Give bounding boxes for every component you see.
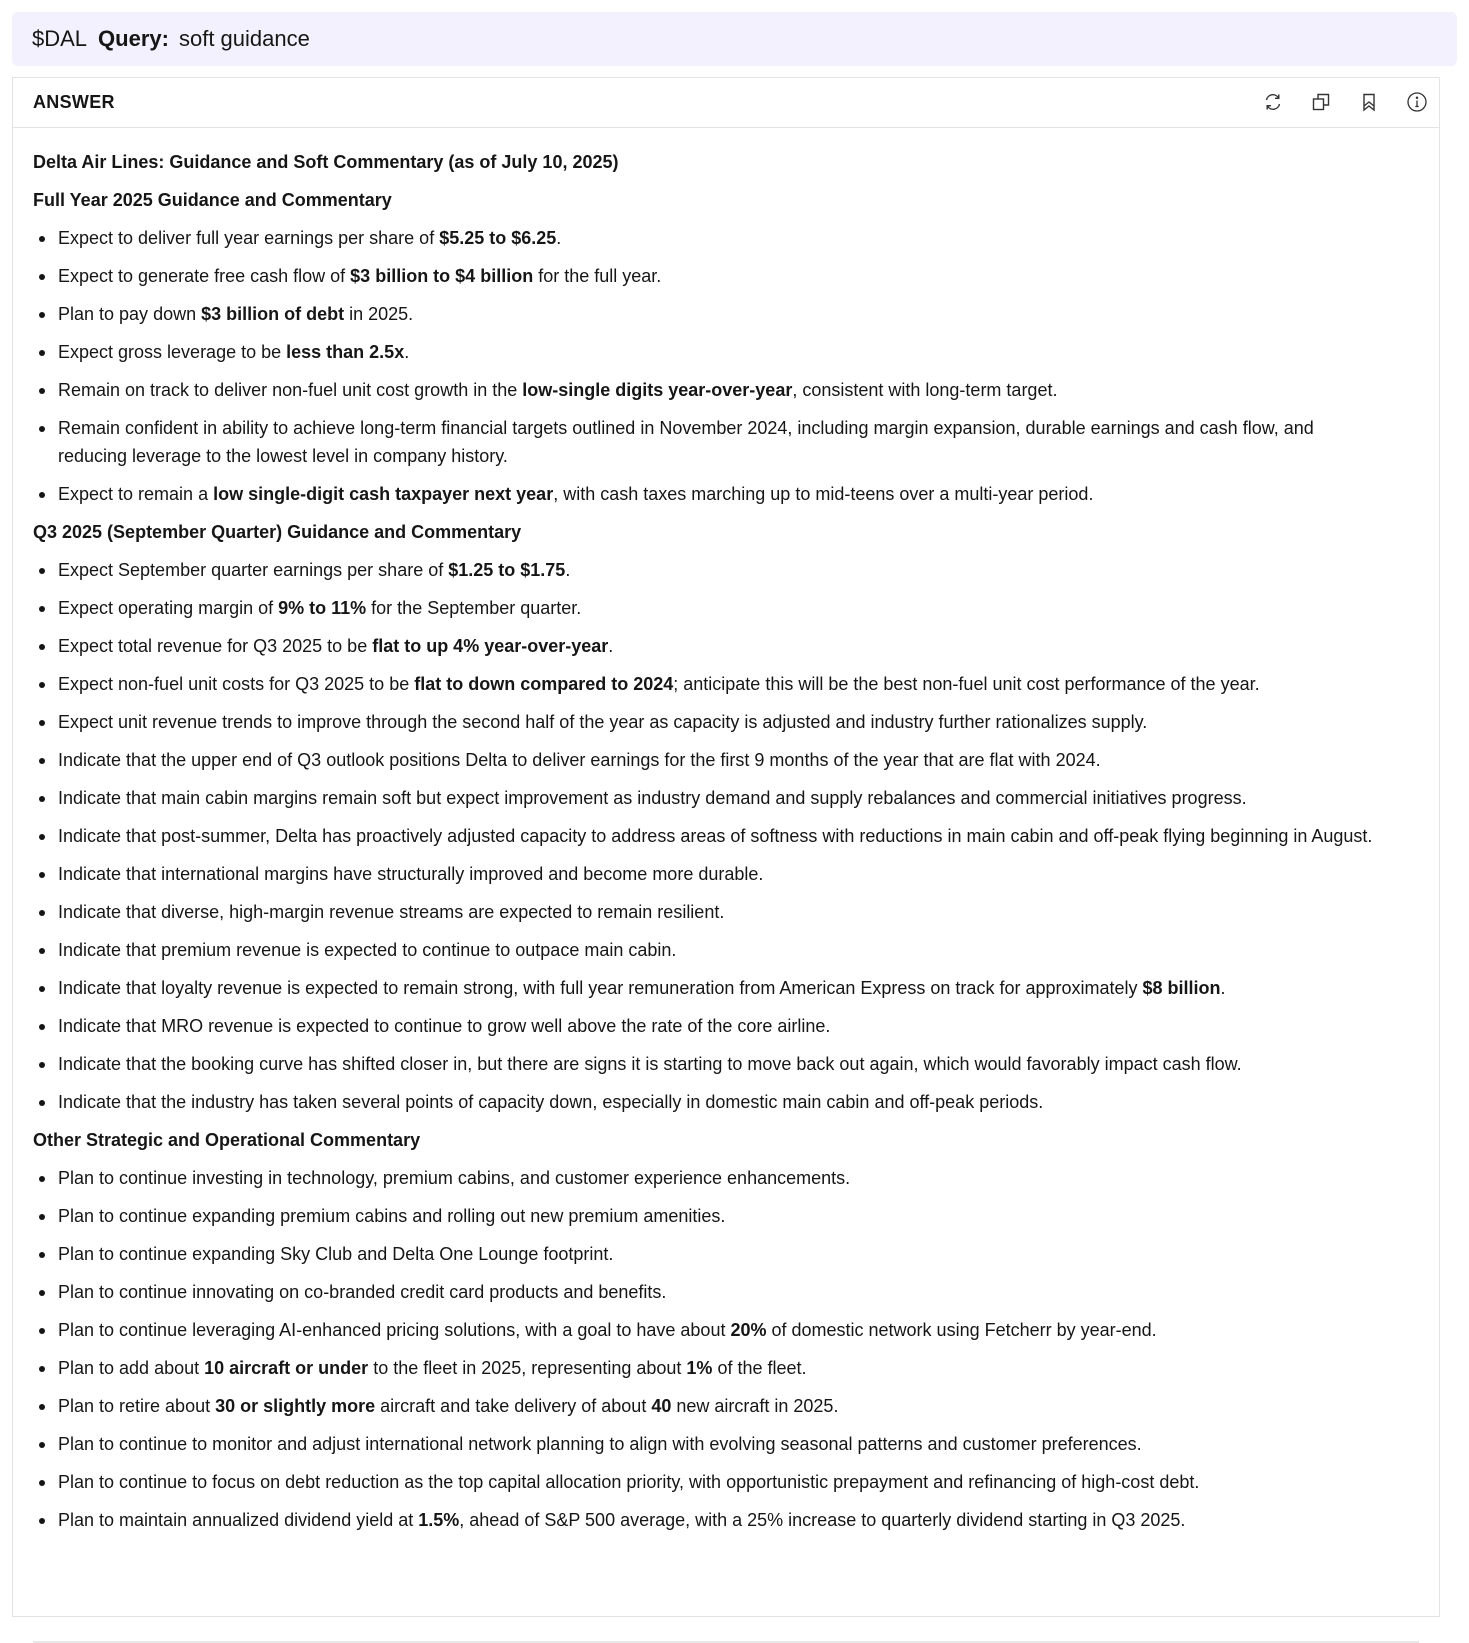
answer-title: ANSWER: [33, 92, 115, 112]
text: Indicate that diverse, high-margin revenue streams are expected to remain resilient.: [58, 902, 725, 922]
bookmark-icon[interactable]: [1357, 90, 1381, 114]
text: Indicate that main cabin margins remain soft but expect improvement as industry demand and supply rebalances and commercial initiatives progress.: [58, 788, 1247, 808]
bold-text: 40: [651, 1396, 672, 1416]
text: Indicate that MRO revenue is expected to continue to grow well above the rate of the core airline.: [58, 1016, 831, 1036]
copy-icon[interactable]: [1309, 90, 1333, 114]
list-item: [58, 860, 1419, 888]
text: for the full year.: [533, 266, 662, 286]
query-label: Query:: [98, 26, 169, 51]
bold-text: 10 aircraft or under: [204, 1358, 369, 1378]
text: Expect unit revenue trends to improve through the second half of the year as capacity is adjusted and industry further rationalizes supply.: [58, 712, 1148, 732]
list-item: [58, 556, 1419, 584]
text: Indicate that the upper end of Q3 outlook positions Delta to deliver earnings for the first 9 months of the year that are flat with 2024.: [58, 750, 1101, 770]
text: Indicate that post-summer, Delta has proactively adjusted capacity to address areas of softness with reductions in main cabin and off-peak flying beginning in August.: [58, 826, 1373, 846]
text: aircraft and take delivery of about: [375, 1396, 652, 1416]
list-item: [58, 1430, 1419, 1458]
list-item: [58, 974, 1419, 1002]
text: Indicate that premium revenue is expected to continue to outpace main cabin.: [58, 940, 677, 960]
bold-text: $3 billion of debt: [201, 304, 345, 324]
text: Expect gross leverage to be: [58, 342, 287, 362]
text: .: [565, 560, 571, 580]
query-text: soft guidance: [178, 26, 310, 51]
list-item: [58, 480, 1419, 508]
text: Plan to maintain annualized dividend yield at: [58, 1510, 419, 1530]
list-item: [58, 1164, 1419, 1192]
text: Plan to continue investing in technology, premium cabins, and customer experience enhancements.: [58, 1168, 851, 1188]
text: Expect September quarter earnings per share of: [58, 560, 449, 580]
text: Expect operating margin of: [58, 598, 279, 618]
list-item: [58, 414, 1419, 470]
section-heading: Other Strategic and Operational Commentary: [33, 1130, 421, 1150]
list-item: [58, 708, 1419, 736]
query-bar: [12, 12, 1457, 66]
bold-text: $8 billion: [1142, 978, 1221, 998]
list-item: [58, 594, 1419, 622]
refresh-icon[interactable]: [1261, 90, 1285, 114]
text: Expect to deliver full year earnings per share of: [58, 228, 440, 248]
list-item: [58, 784, 1419, 812]
answer-toolbar: [1261, 90, 1429, 114]
ticker-symbol: $DAL: [32, 26, 88, 51]
bold-text: low-single digits year-over-year: [522, 380, 793, 400]
list-item: [58, 632, 1419, 660]
text: of the fleet.: [712, 1358, 807, 1378]
text: of domestic network using Fetcherr by year-end.: [766, 1320, 1157, 1340]
text: Plan to continue expanding premium cabins and rolling out new premium amenities.: [58, 1206, 726, 1226]
text: Plan to add about: [58, 1358, 205, 1378]
text: .: [608, 636, 614, 656]
section-heading: Full Year 2025 Guidance and Commentary: [33, 190, 392, 210]
list-item: [58, 898, 1419, 926]
text: Plan to continue to focus on debt reduction as the top capital allocation priority, with opportunistic prepayment and refinancing of high-cost debt.: [58, 1472, 1200, 1492]
list-item: [58, 1240, 1419, 1268]
text: Indicate that international margins have structurally improved and become more durable.: [58, 864, 764, 884]
text: Remain confident in ability to achieve long-term financial targets outlined in November 2024, including margin expansion, durable earnings and cash flow, and reducing leverage to the lowest level in company history.: [58, 418, 1314, 466]
list-item: [58, 746, 1419, 774]
text: Expect total revenue for Q3 2025 to be: [58, 636, 373, 656]
text: Indicate that the industry has taken several points of capacity down, especially in domestic main cabin and off-peak periods.: [58, 1092, 1044, 1112]
text: to the fleet in 2025, representing about: [368, 1358, 687, 1378]
list-item: [58, 1050, 1419, 1078]
list-item: [58, 822, 1419, 850]
text: in 2025.: [344, 304, 414, 324]
text: Indicate that loyalty revenue is expected to remain strong, with full year remuneration from American Express on track for approximately: [58, 978, 1143, 998]
bold-text: $1.25 to $1.75: [448, 560, 566, 580]
list-item: [58, 1012, 1419, 1040]
list-item: [58, 1354, 1419, 1382]
list-item: [58, 1506, 1419, 1534]
list-item: [58, 262, 1419, 290]
text: Expect to generate free cash flow of: [58, 266, 351, 286]
bold-text: 30 or slightly more: [215, 1396, 376, 1416]
list-item: [58, 1392, 1419, 1420]
list-item: [58, 1316, 1419, 1344]
bullet-list: [33, 556, 1419, 1116]
bullet-list: [33, 1164, 1419, 1534]
list-item: [58, 1468, 1419, 1496]
text: , ahead of S&P 500 average, with a 25% increase to quarterly dividend starting in Q3 2025.: [459, 1510, 1186, 1530]
text: for the September quarter.: [366, 598, 582, 618]
bold-text: flat to up 4% year-over-year: [372, 636, 609, 656]
text: , consistent with long-term target.: [792, 380, 1058, 400]
bold-text: $3 billion to $4 billion: [350, 266, 534, 286]
text: Plan to retire about: [58, 1396, 216, 1416]
text: ; anticipate this will be the best non-fuel unit cost performance of the year.: [673, 674, 1260, 694]
text: .: [404, 342, 410, 362]
text: Plan to continue leveraging AI-enhanced pricing solutions, with a goal to have about: [58, 1320, 731, 1340]
text: Expect non-fuel unit costs for Q3 2025 to be: [58, 674, 415, 694]
list-item: [58, 300, 1419, 328]
text: Expect to remain a: [58, 484, 214, 504]
text: Indicate that the booking curve has shifted closer in, but there are signs it is starting to move back out again, which would favorably impact cash flow.: [58, 1054, 1242, 1074]
bold-text: flat to down compared to 2024: [414, 674, 674, 694]
bold-text: 20%: [730, 1320, 767, 1340]
text: new aircraft in 2025.: [671, 1396, 839, 1416]
text: .: [556, 228, 562, 248]
answer-heading: Delta Air Lines: Guidance and Soft Commentary (as of July 10, 2025): [33, 152, 619, 172]
bold-text: 1.5%: [418, 1510, 460, 1530]
bullet-list: [33, 224, 1419, 508]
list-item: [58, 1088, 1419, 1116]
text: Plan to continue innovating on co-branded credit card products and benefits.: [58, 1282, 667, 1302]
answer-content: [13, 128, 1439, 1534]
bold-text: $5.25 to $6.25: [439, 228, 557, 248]
list-item: [58, 338, 1419, 366]
bold-text: 1%: [686, 1358, 713, 1378]
list-item: [58, 376, 1419, 404]
text: Remain on track to deliver non-fuel unit cost growth in the: [58, 380, 523, 400]
list-item: [58, 936, 1419, 964]
list-item: [58, 224, 1419, 252]
text: Plan to continue expanding Sky Club and Delta One Lounge footprint.: [58, 1244, 614, 1264]
list-item: [58, 670, 1419, 698]
answer-header: [13, 78, 1439, 128]
bold-text: low single-digit cash taxpayer next year: [213, 484, 554, 504]
info-icon[interactable]: [1405, 90, 1429, 114]
text: .: [1220, 978, 1226, 998]
text: , with cash taxes marching up to mid-teens over a multi-year period.: [553, 484, 1094, 504]
answer-panel: [12, 77, 1440, 1617]
list-item: [58, 1278, 1419, 1306]
bold-text: less than 2.5x: [286, 342, 405, 362]
text: Plan to continue to monitor and adjust international network planning to align with evolving seasonal patterns and customer preferences.: [58, 1434, 1142, 1454]
bold-text: 9% to 11%: [278, 598, 367, 618]
text: Plan to pay down: [58, 304, 202, 324]
section-heading: Q3 2025 (September Quarter) Guidance and Commentary: [33, 522, 522, 542]
list-item: [58, 1202, 1419, 1230]
